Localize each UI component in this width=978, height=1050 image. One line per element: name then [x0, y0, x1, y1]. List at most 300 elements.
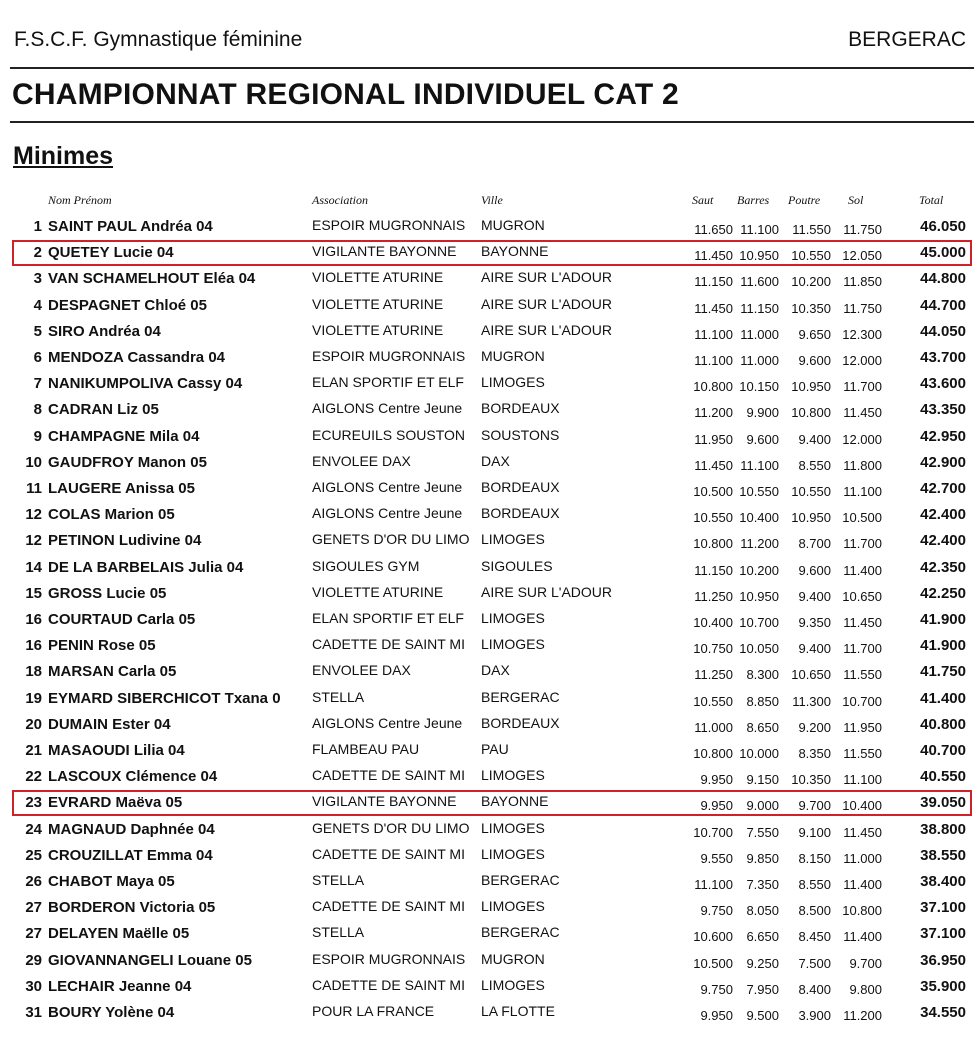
- score-barres: 9.850: [746, 850, 779, 866]
- score-barres: 10.950: [739, 588, 779, 604]
- score-sol: 11.400: [843, 877, 882, 892]
- ville-name: LA FLOTTE: [481, 1003, 555, 1019]
- score-barres: 9.000: [746, 798, 779, 814]
- association-name: ESPOIR MUGRONNAIS: [312, 217, 466, 233]
- score-barres: 9.250: [746, 955, 779, 971]
- result-rank: 27: [25, 925, 42, 943]
- score-barres: 9.900: [746, 405, 779, 421]
- score-total: 41.900: [920, 637, 966, 655]
- athlete-name: PENIN Rose 05: [48, 637, 156, 655]
- score-saut: 10.700: [693, 824, 733, 840]
- ville-name: LIMOGES: [481, 819, 545, 836]
- score-barres: 8.050: [746, 903, 779, 919]
- association-name: CADETTE DE SAINT MI: [312, 767, 465, 784]
- score-sol: 10.500: [842, 510, 882, 526]
- ville-name: BORDEAUX: [481, 505, 560, 522]
- ville-name: AIRE SUR L'ADOUR: [481, 321, 613, 338]
- athlete-name: BORDERON Victoria 05: [48, 899, 216, 917]
- highlight-box: [12, 790, 972, 816]
- table-row: [0, 396, 978, 422]
- athlete-name: GROSS Lucie 05: [48, 584, 167, 602]
- score-poutre: 10.800: [791, 405, 831, 421]
- score-saut: 10.550: [693, 693, 733, 709]
- score-barres: 7.350: [746, 877, 779, 892]
- score-poutre: 9.400: [798, 641, 831, 657]
- athlete-name: GAUDFROY Manon 05: [48, 453, 207, 471]
- table-row: [0, 344, 978, 370]
- ville-name: BAYONNE: [481, 793, 549, 810]
- score-poutre: 10.650: [791, 667, 831, 683]
- association-name: POUR LA FRANCE: [312, 1003, 435, 1019]
- ville-name: MUGRON: [481, 950, 545, 967]
- table-row: [0, 265, 978, 291]
- result-rank: 2: [33, 244, 42, 262]
- association-name: ECUREUILS SOUSTON: [312, 426, 465, 443]
- ville-name: MUGRON: [481, 217, 545, 233]
- score-saut: 11.150: [694, 274, 733, 290]
- score-poutre: 8.500: [798, 903, 831, 919]
- score-poutre: 11.550: [792, 222, 831, 237]
- score-saut: 10.500: [693, 955, 733, 971]
- score-sol: 11.100: [843, 772, 882, 788]
- association-name: ENVOLEE DAX: [312, 452, 411, 469]
- score-total: 37.100: [920, 899, 966, 917]
- score-total: 41.900: [920, 611, 966, 628]
- athlete-name: DESPAGNET Chloé 05: [48, 296, 207, 314]
- association-name: ESPOIR MUGRONNAIS: [312, 950, 466, 967]
- score-sol: 11.550: [843, 746, 882, 761]
- score-saut: 9.950: [700, 1008, 733, 1023]
- association-name: SIGOULES GYM: [312, 557, 420, 574]
- score-total: 42.400: [920, 532, 966, 550]
- score-saut: 11.150: [694, 562, 733, 578]
- score-saut: 9.950: [700, 798, 733, 814]
- ville-name: AIRE SUR L'ADOUR: [481, 583, 613, 600]
- score-poutre: 8.700: [798, 536, 831, 552]
- header-saut: Saut: [692, 193, 714, 207]
- result-rank: 19: [25, 689, 42, 707]
- table-row: [0, 370, 978, 396]
- score-barres: 7.550: [746, 824, 779, 840]
- score-poutre: 8.550: [798, 457, 831, 473]
- ville-name: AIRE SUR L'ADOUR: [481, 269, 613, 286]
- table-row: [0, 449, 978, 475]
- result-rank: 1: [33, 218, 42, 235]
- table-row: [0, 816, 978, 842]
- score-poutre: 10.350: [791, 772, 831, 788]
- score-total: 42.950: [920, 427, 966, 445]
- athlete-name: CROUZILLAT Emma 04: [48, 846, 213, 864]
- category-heading: Minimes: [13, 142, 114, 170]
- score-total: 34.550: [920, 1004, 966, 1021]
- score-barres: 6.650: [746, 929, 779, 945]
- score-poutre: 10.950: [791, 379, 831, 395]
- score-barres: 11.600: [740, 274, 779, 290]
- ville-name: BORDEAUX: [481, 400, 560, 417]
- result-rank: 23: [25, 794, 42, 812]
- score-total: 42.250: [920, 584, 966, 602]
- score-total: 40.550: [920, 768, 966, 786]
- score-sol: 11.850: [843, 274, 882, 290]
- score-saut: 10.800: [693, 746, 733, 761]
- score-barres: 11.000: [740, 326, 779, 342]
- score-total: 42.400: [920, 506, 966, 524]
- score-saut: 11.250: [694, 588, 733, 604]
- score-sol: 9.700: [849, 955, 882, 971]
- score-poutre: 8.450: [798, 929, 831, 945]
- score-sol: 11.000: [843, 850, 882, 866]
- association-name: VIGILANTE BAYONNE: [312, 793, 457, 810]
- organization-title: F.S.C.F. Gymnastique féminine: [14, 28, 303, 51]
- association-name: VIOLETTE ATURINE: [312, 269, 444, 286]
- score-barres: 11.100: [740, 222, 779, 237]
- score-poutre: 10.950: [791, 510, 831, 526]
- score-barres: 8.650: [746, 719, 779, 735]
- athlete-name: LECHAIR Jeanne 04: [48, 977, 192, 995]
- ville-name: LIMOGES: [481, 845, 545, 862]
- athlete-name: BOURY Yolène 04: [48, 1004, 175, 1021]
- table-row: [0, 292, 978, 318]
- score-barres: 10.000: [739, 746, 779, 761]
- score-barres: 9.500: [746, 1008, 779, 1023]
- result-rank: 24: [25, 820, 42, 838]
- table-row: [0, 632, 978, 658]
- athlete-name: LASCOUX Clémence 04: [48, 768, 218, 786]
- header-total: Total: [919, 193, 944, 207]
- score-total: 40.700: [920, 742, 966, 759]
- table-row: [0, 920, 978, 946]
- ville-name: BERGERAC: [481, 872, 560, 888]
- header-poutre: Poutre: [788, 193, 821, 207]
- header-ville: Ville: [481, 193, 503, 207]
- score-saut: 10.600: [693, 929, 733, 945]
- score-total: 38.550: [920, 846, 966, 864]
- association-name: VIOLETTE ATURINE: [312, 583, 444, 600]
- athlete-name: CHAMPAGNE Mila 04: [48, 427, 200, 445]
- score-saut: 10.550: [693, 510, 733, 526]
- score-sol: 11.550: [843, 667, 882, 683]
- athlete-name: EVRARD Maëva 05: [48, 794, 183, 812]
- score-saut: 11.100: [694, 326, 733, 342]
- result-rank: 4: [33, 296, 42, 314]
- score-total: 41.750: [920, 663, 966, 681]
- header-barres: Barres: [737, 193, 770, 207]
- association-name: STELLA: [312, 688, 365, 705]
- score-total: 43.700: [920, 349, 966, 366]
- score-poutre: 8.150: [798, 850, 831, 866]
- athlete-name: MENDOZA Cassandra 04: [48, 349, 225, 366]
- table-row: [0, 868, 978, 894]
- score-barres: 10.150: [739, 379, 779, 395]
- score-sol: 11.100: [843, 484, 882, 499]
- association-name: AIGLONS Centre Jeune: [312, 479, 463, 495]
- score-poutre: 9.100: [798, 824, 831, 840]
- table-row: [0, 711, 978, 737]
- athlete-name: SAINT PAUL Andréa 04: [48, 218, 213, 235]
- score-sol: 11.400: [843, 562, 882, 578]
- athlete-name: DUMAIN Ester 04: [48, 715, 171, 733]
- score-barres: 11.200: [740, 536, 779, 552]
- score-barres: 7.950: [746, 981, 779, 997]
- association-name: STELLA: [312, 872, 365, 888]
- top-rule: [10, 67, 974, 69]
- athlete-name: DELAYEN Maëlle 05: [48, 925, 190, 943]
- association-name: CADETTE DE SAINT MI: [312, 898, 465, 915]
- score-poutre: 10.550: [791, 484, 831, 499]
- association-name: VIOLETTE ATURINE: [312, 321, 444, 338]
- result-rank: 18: [25, 663, 42, 681]
- score-total: 41.400: [920, 689, 966, 707]
- score-poutre: 8.550: [798, 877, 831, 892]
- ville-name: BAYONNE: [481, 243, 549, 260]
- table-row: [0, 685, 978, 711]
- athlete-name: EYMARD SIBERCHICOT Txana 0: [48, 689, 281, 707]
- score-sol: 11.450: [843, 824, 882, 840]
- score-total: 35.900: [920, 977, 966, 995]
- score-barres: 10.700: [739, 615, 779, 630]
- score-sol: 11.450: [843, 615, 882, 630]
- ville-name: LIMOGES: [481, 374, 545, 391]
- result-rank: 26: [25, 873, 42, 890]
- score-total: 37.100: [920, 925, 966, 943]
- result-rank: 12: [25, 506, 42, 524]
- score-saut: 10.750: [693, 641, 733, 657]
- score-total: 40.800: [920, 715, 966, 733]
- association-name: GENETS D'OR DU LIMO: [312, 531, 470, 548]
- athlete-name: DE LA BARBELAIS Julia 04: [48, 558, 244, 576]
- score-barres: 11.100: [740, 457, 779, 473]
- score-sol: 11.700: [843, 379, 882, 395]
- table-row: [0, 475, 978, 501]
- association-name: ENVOLEE DAX: [312, 662, 411, 679]
- score-poutre: 9.600: [798, 562, 831, 578]
- table-row: [0, 501, 978, 527]
- score-poutre: 10.200: [791, 274, 831, 290]
- score-sol: 10.400: [842, 798, 882, 814]
- score-barres: 11.000: [740, 353, 779, 368]
- table-row: [0, 973, 978, 999]
- score-sol: 10.800: [842, 903, 882, 919]
- score-barres: 9.600: [746, 431, 779, 447]
- ville-name: LIMOGES: [481, 767, 545, 784]
- ville-name: BERGERAC: [481, 924, 560, 941]
- ville-name: PAU: [481, 741, 509, 757]
- score-poutre: 11.300: [792, 693, 831, 709]
- ville-name: SOUSTONS: [481, 426, 560, 443]
- association-name: CADETTE DE SAINT MI: [312, 845, 465, 862]
- city-label: BERGERAC: [848, 28, 966, 51]
- athlete-name: CHABOT Maya 05: [48, 873, 175, 890]
- score-sol: 11.950: [843, 719, 882, 735]
- score-sol: 12.300: [842, 326, 882, 342]
- score-poutre: 9.700: [798, 798, 831, 814]
- association-name: ESPOIR MUGRONNAIS: [312, 348, 466, 364]
- result-rank: 20: [25, 715, 42, 733]
- table-row: [0, 580, 978, 606]
- score-barres: 8.850: [746, 693, 779, 709]
- score-sol: 10.650: [842, 588, 882, 604]
- score-sol: 10.700: [842, 693, 882, 709]
- score-barres: 10.550: [739, 484, 779, 499]
- table-row: [0, 606, 978, 632]
- score-saut: 11.950: [694, 431, 733, 447]
- score-total: 43.600: [920, 375, 966, 393]
- score-saut: 9.750: [700, 981, 733, 997]
- score-sol: 11.700: [843, 641, 882, 657]
- ville-name: DAX: [481, 452, 510, 469]
- score-barres: 10.400: [739, 510, 779, 526]
- result-rank: 5: [33, 322, 42, 340]
- athlete-name: VAN SCHAMELHOUT Eléa 04: [48, 270, 256, 288]
- athlete-name: MAGNAUD Daphnée 04: [48, 820, 215, 838]
- score-saut: 11.000: [694, 719, 733, 735]
- score-barres: 9.150: [746, 772, 779, 788]
- athlete-name: QUETEY Lucie 04: [48, 244, 174, 262]
- athlete-name: MARSAN Carla 05: [48, 663, 177, 681]
- result-rank: 16: [25, 611, 42, 628]
- ville-name: DAX: [481, 662, 510, 679]
- table-row: [0, 999, 978, 1025]
- association-name: CADETTE DE SAINT MI: [312, 636, 465, 653]
- athlete-name: SIRO Andréa 04: [48, 322, 161, 340]
- athlete-name: PETINON Ludivine 04: [48, 532, 202, 550]
- ville-name: AIRE SUR L'ADOUR: [481, 295, 613, 312]
- result-rank: 6: [33, 349, 42, 366]
- result-rank: 11: [26, 480, 42, 497]
- score-saut: 11.450: [694, 457, 733, 473]
- score-poutre: 9.400: [798, 588, 831, 604]
- result-rank: 14: [25, 558, 42, 576]
- score-saut: 10.800: [693, 379, 733, 395]
- score-total: 38.800: [920, 820, 966, 838]
- score-barres: 10.200: [739, 562, 779, 578]
- table-row: [0, 947, 978, 973]
- result-rank: 8: [33, 401, 42, 419]
- score-saut: 11.650: [694, 222, 733, 237]
- score-total: 42.900: [920, 453, 966, 471]
- association-name: CADETTE DE SAINT MI: [312, 976, 465, 993]
- score-saut: 10.500: [693, 484, 733, 499]
- score-saut: 11.200: [694, 405, 733, 421]
- score-poutre: 8.350: [798, 746, 831, 761]
- score-total: 46.050: [920, 218, 966, 235]
- score-total: 44.700: [920, 296, 966, 314]
- ville-name: SIGOULES: [481, 557, 553, 574]
- score-poutre: 7.500: [798, 955, 831, 971]
- result-rank: 21: [25, 742, 42, 759]
- result-rank: 29: [25, 951, 42, 969]
- score-poutre: 9.400: [798, 431, 831, 447]
- ville-name: MUGRON: [481, 348, 545, 364]
- score-sol: 12.000: [842, 431, 882, 447]
- score-total: 42.350: [920, 558, 966, 576]
- score-barres: 10.050: [739, 641, 779, 657]
- ville-name: LIMOGES: [481, 898, 545, 915]
- score-barres: 8.300: [746, 667, 779, 683]
- score-saut: 9.550: [700, 850, 733, 866]
- association-name: FLAMBEAU PAU: [312, 741, 420, 757]
- athlete-name: COURTAUD Carla 05: [48, 611, 196, 628]
- score-saut: 10.800: [693, 536, 733, 552]
- score-sol: 11.400: [843, 929, 882, 945]
- table-row: [0, 554, 978, 580]
- score-sol: 11.700: [843, 536, 882, 552]
- ville-name: LIMOGES: [481, 976, 545, 993]
- score-sol: 11.750: [843, 300, 882, 316]
- result-rank: 22: [25, 768, 42, 786]
- table-row: [0, 423, 978, 449]
- association-name: GENETS D'OR DU LIMO: [312, 819, 470, 836]
- result-rank: 3: [33, 270, 42, 288]
- table-row: [0, 213, 978, 239]
- association-name: VIGILANTE BAYONNE: [312, 243, 457, 260]
- header-association: Association: [312, 193, 368, 207]
- score-poutre: 10.550: [791, 248, 831, 264]
- score-saut: 11.100: [694, 877, 733, 892]
- score-total: 38.400: [920, 873, 966, 890]
- score-total: 44.050: [920, 322, 966, 340]
- score-barres: 11.150: [740, 300, 779, 316]
- result-rank: 12: [25, 532, 42, 550]
- score-saut: 9.750: [700, 903, 733, 919]
- table-row: [0, 763, 978, 789]
- association-name: VIOLETTE ATURINE: [312, 295, 444, 312]
- score-total: 43.350: [920, 401, 966, 419]
- association-name: AIGLONS Centre Jeune: [312, 400, 463, 417]
- association-name: AIGLONS Centre Jeune: [312, 714, 463, 731]
- score-saut: 9.950: [700, 772, 733, 788]
- score-poutre: 9.650: [798, 326, 831, 342]
- result-rank: 16: [25, 637, 42, 655]
- title-rule: [10, 121, 974, 123]
- ville-name: LIMOGES: [481, 636, 545, 653]
- ville-name: BERGERAC: [481, 688, 560, 705]
- association-name: STELLA: [312, 924, 365, 941]
- score-poutre: 9.350: [798, 615, 831, 630]
- athlete-name: MASAOUDI Lilia 04: [48, 742, 185, 759]
- score-poutre: 9.200: [798, 719, 831, 735]
- score-sol: 12.050: [842, 248, 882, 264]
- athlete-name: CADRAN Liz 05: [48, 401, 159, 419]
- header-sol: Sol: [848, 193, 864, 207]
- score-total: 39.050: [920, 794, 966, 812]
- score-saut: 11.450: [694, 248, 733, 264]
- ville-name: LIMOGES: [481, 610, 545, 626]
- athlete-name: COLAS Marion 05: [48, 506, 175, 524]
- score-sol: 12.000: [842, 353, 882, 368]
- score-poutre: 3.900: [798, 1008, 831, 1023]
- score-saut: 10.400: [693, 615, 733, 630]
- score-poutre: 9.600: [798, 353, 831, 368]
- association-name: ELAN SPORTIF ET ELF: [312, 610, 464, 626]
- table-row: [0, 527, 978, 553]
- score-total: 42.700: [920, 480, 966, 497]
- ville-name: BORDEAUX: [481, 479, 560, 495]
- result-rank: 31: [25, 1004, 42, 1021]
- score-sol: 11.450: [843, 405, 882, 421]
- result-rank: 27: [25, 899, 42, 917]
- highlight-box: [12, 240, 972, 266]
- association-name: AIGLONS Centre Jeune: [312, 505, 463, 522]
- page-title: CHAMPIONNAT REGIONAL INDIVIDUEL CAT 2: [12, 78, 679, 111]
- score-total: 36.950: [920, 951, 966, 969]
- score-poutre: 10.350: [791, 300, 831, 316]
- athlete-name: NANIKUMPOLIVA Cassy 04: [48, 375, 243, 393]
- score-sol: 11.750: [843, 222, 882, 237]
- result-rank: 10: [25, 453, 42, 471]
- score-poutre: 8.400: [798, 981, 831, 997]
- score-total: 45.000: [920, 244, 966, 262]
